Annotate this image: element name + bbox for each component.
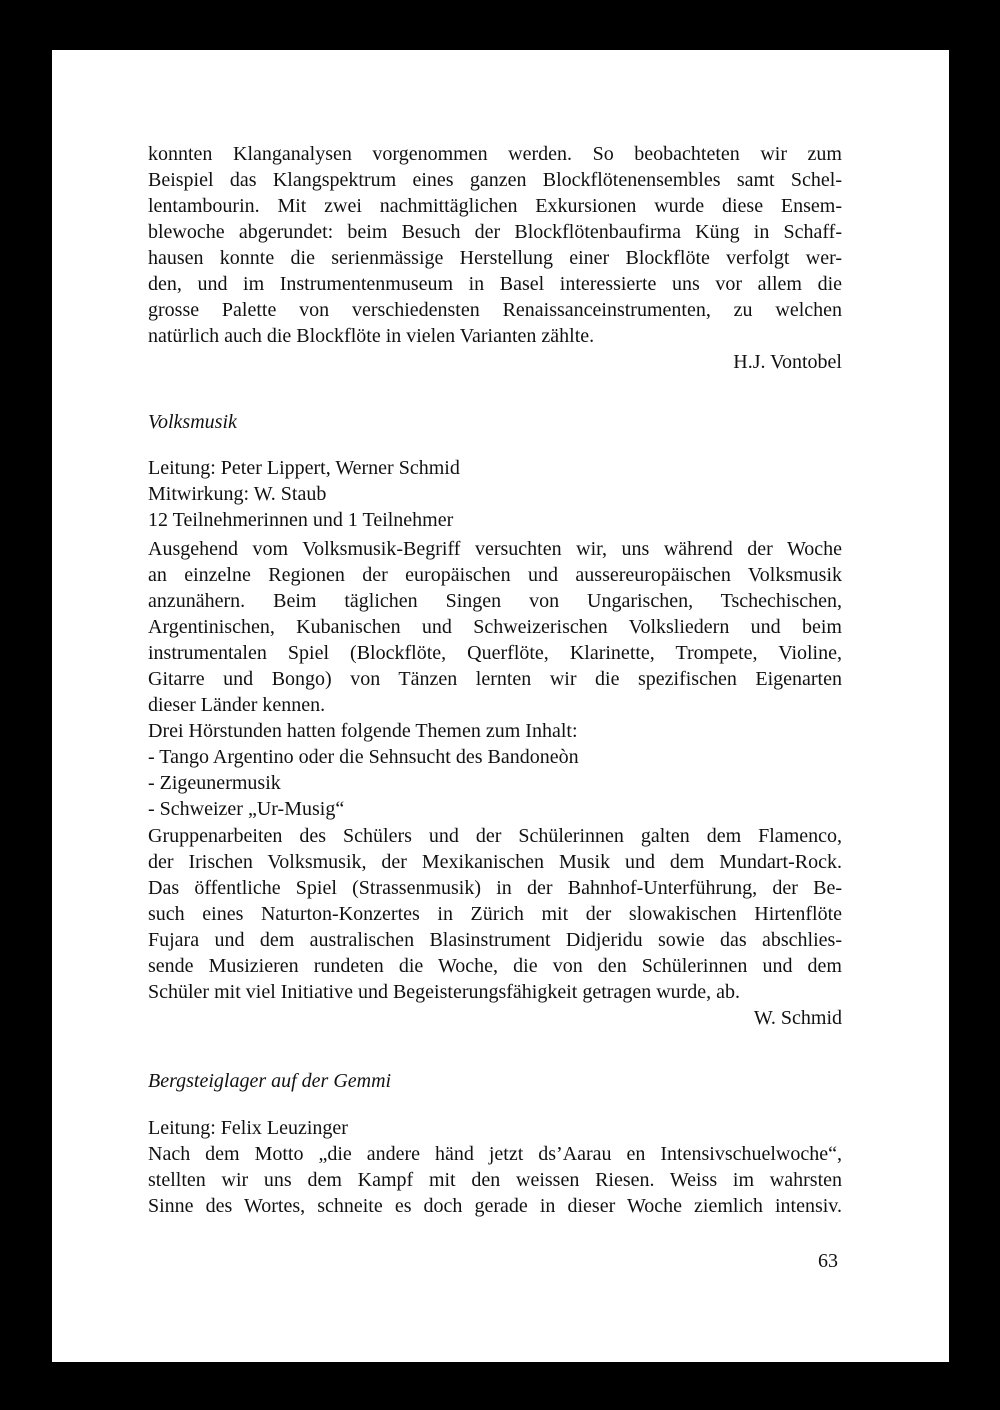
text-line: anzunähern. Beim täglichen Singen von Ungarischen, Tschechischen, bbox=[148, 590, 842, 612]
mitwirkung-line: Mitwirkung: W. Staub bbox=[148, 483, 327, 505]
text-line: Fujara und dem australischen Blasinstrument Didjeridu sowie das abschlies- bbox=[148, 929, 842, 951]
leitung-line: Leitung: Peter Lippert, Werner Schmid bbox=[148, 457, 460, 479]
list-item: - Zigeunermusik bbox=[148, 772, 281, 794]
text-line: Gitarre und Bongo) von Tänzen lernten wir die spezifischen Eigenarten bbox=[148, 668, 842, 690]
text-line: den, und im Instrumentenmuseum in Basel interessierte uns vor allem die bbox=[148, 273, 842, 295]
text-line: an einzelne Regionen der europäischen und aussereuropäischen Volksmusik bbox=[148, 564, 842, 586]
signature: H.J. Vontobel bbox=[733, 351, 842, 373]
text-line: lentambourin. Mit zwei nachmittäglichen Exkursionen wurde diese Ensem- bbox=[148, 195, 842, 217]
document-page bbox=[52, 50, 949, 1362]
text-line: Sinne des Wortes, schneite es doch gerade in dieser Woche ziemlich intensiv. bbox=[148, 1195, 842, 1217]
text-line: Argentinischen, Kubanischen und Schweizerischen Volksliedern und beim bbox=[148, 616, 842, 638]
leitung-line: Leitung: Felix Leuzinger bbox=[148, 1117, 348, 1139]
text-line: Ausgehend vom Volksmusik-Begriff versuchten wir, uns während der Woche bbox=[148, 538, 842, 560]
list-item: - Schweizer „Ur-Musig“ bbox=[148, 798, 345, 820]
text-line: der Irischen Volksmusik, der Mexikanischen Musik und dem Mundart-Rock. bbox=[148, 851, 842, 873]
text-line: sende Musizieren rundeten die Woche, die von den Schülerinnen und dem bbox=[148, 955, 842, 977]
text-line: Nach dem Motto „die andere händ jetzt ds’Aarau en Intensivschuelwoche“, bbox=[148, 1143, 842, 1165]
text-line: natürlich auch die Blockflöte in vielen Varianten zählte. bbox=[148, 325, 595, 347]
list-item: - Tango Argentino oder die Sehnsucht des Bandoneòn bbox=[148, 746, 579, 768]
text-line: blewoche abgerundet: beim Besuch der Blockflötenbaufirma Küng in Schaff- bbox=[148, 221, 842, 243]
text-line: hausen konnte die serienmässige Herstellung einer Blockflöte verfolgt wer- bbox=[148, 247, 842, 269]
page-number: 63 bbox=[818, 1250, 838, 1272]
text-line: dieser Länder kennen. bbox=[148, 694, 326, 716]
text-line: Das öffentliche Spiel (Strassenmusik) in der Bahnhof-Unterführung, der Be- bbox=[148, 877, 842, 899]
text-line: stellten wir uns dem Kampf mit den weissen Riesen. Weiss im wahrsten bbox=[148, 1169, 842, 1191]
section-heading: Volksmusik bbox=[148, 411, 237, 433]
text-line: konnten Klanganalysen vorgenommen werden. So beobachteten wir zum bbox=[148, 143, 842, 165]
participants-line: 12 Teilnehmerinnen und 1 Teilnehmer bbox=[148, 509, 454, 531]
text-line: Beispiel das Klangspektrum eines ganzen Blockflötenensembles samt Schel- bbox=[148, 169, 842, 191]
text-line: instrumentalen Spiel (Blockflöte, Querflöte, Klarinette, Trompete, Violine, bbox=[148, 642, 842, 664]
section-heading: Bergsteiglager auf der Gemmi bbox=[148, 1070, 392, 1092]
text-line: Gruppenarbeiten des Schülers und der Schülerinnen galten dem Flamenco, bbox=[148, 825, 842, 847]
text-line: grosse Palette von verschiedensten Renaissanceinstrumenten, zu welchen bbox=[148, 299, 842, 321]
text-line: Schüler mit viel Initiative und Begeisterungsfähigkeit getragen wurde, ab. bbox=[148, 981, 741, 1003]
text-line: Drei Hörstunden hatten folgende Themen zum Inhalt: bbox=[148, 720, 578, 742]
text-line: such eines Naturton-Konzertes in Zürich mit der slowakischen Hirtenflöte bbox=[148, 903, 842, 925]
signature: W. Schmid bbox=[753, 1007, 842, 1029]
